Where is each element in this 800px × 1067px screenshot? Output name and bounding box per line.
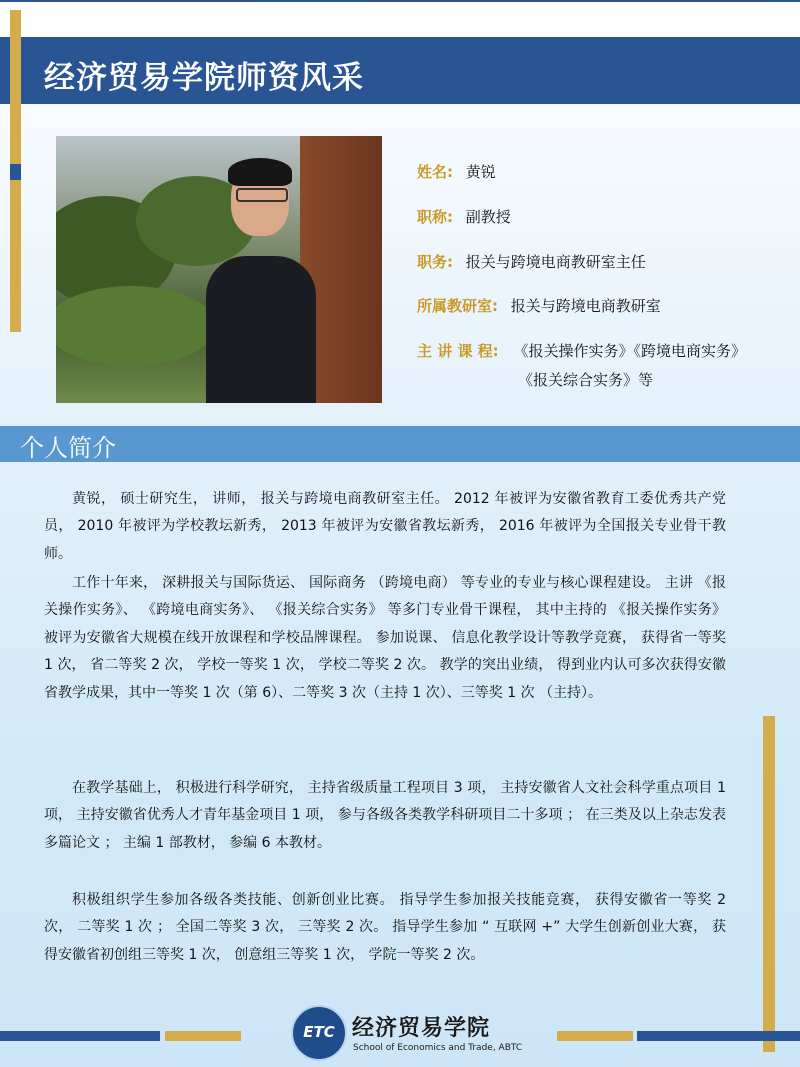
info-title xyxy=(417,206,511,227)
decor-square-left xyxy=(10,164,21,180)
courses-line1: 《报关操作实务》《跨境电商实务》 xyxy=(513,342,746,360)
name-label: 姓名: xyxy=(417,163,453,181)
bio-paragraph-1: 黄锐， 硕士研究生， 讲师， 报关与跨境电商教研室主任。 2012 年被评为安徽省教育工委优秀共产党员， 2010 年被评为学校教坛新秀， 2013 年被评为安徽省教坛新秀， 2016 年被评为全国报关专业骨干教师。 xyxy=(44,491,726,562)
profile-photo xyxy=(56,136,382,403)
courses-line2: 《报关综合实务》等 xyxy=(518,371,654,389)
bio-paragraph-2: 工作十年来， 深耕报关与国际货运、 国际商务 （跨境电商） 等专业的专业与核心课程建设。 主讲 《报关操作实务》、 《跨境电商实务》、 《报关综合实务》 等多门专业骨干课程， 其中主持的 《报关操作实务》 被评为安徽省大规模在线开放课程和学校品牌课程。 参加说课、 信息化教学设计等教学竞赛， 获得省一等奖 1 次， 省二等奖 2 次， 学校一等奖 1 次， 学校二等奖 2 次。 教学的突出业绩， 得到业内认可多次获得安徽省教学成果，其中一等奖 1 次（第 6）、二等奖 3 次（主持 1 次）、三等奖 1 次 （主持）。 xyxy=(44,575,726,701)
name-value: 黄锐 xyxy=(465,163,496,181)
footer-line-gold-left xyxy=(165,1031,241,1041)
footer-org-cn: 经济贸易学院 xyxy=(352,1016,491,1041)
title-value: 副教授 xyxy=(465,208,511,226)
footer-line-navy-right xyxy=(637,1031,800,1041)
school-logo xyxy=(291,1005,347,1061)
position-label: 职务: xyxy=(417,253,453,271)
page-title: 经济贸易学院师资风采 xyxy=(44,60,364,96)
courses-label: 主 讲 课 程: xyxy=(417,342,499,360)
footer-org-en: School of Economics and Trade, ABTC xyxy=(353,1043,523,1053)
footer-line-gold-right xyxy=(557,1031,633,1041)
info-courses xyxy=(417,340,746,361)
top-rule xyxy=(0,0,800,2)
info-name xyxy=(417,161,496,182)
info-position xyxy=(417,251,646,272)
bio-paragraph-3: 在教学基础上， 积极进行科学研究， 主持省级质量工程项目 3 项， 主持安徽省人文社会科学重点项目 1 项， 主持安徽省优秀人才青年基金项目 1 项， 参与各级各类教学科研项目二十多项 ； 在三类及以上杂志发表多篇论文 ； 主编 1 部教材， 参编 6 本教材。 xyxy=(44,780,726,851)
dept-label: 所属教研室: xyxy=(417,297,498,315)
dept-value: 报关与跨境电商教研室 xyxy=(510,297,661,315)
bio-paragraph-4: 积极组织学生参加各级各类技能、创新创业比赛。 指导学生参加报关技能竞赛， 获得安徽省一等奖 2 次， 二等奖 1 次 ； 全国二等奖 3 次， 三等奖 2 次。 指导学生参加 “ 互联网 +” 大学生创新创业大赛， 获得安徽省初创组三等奖 1 次， 创意组三等奖 1 次， 学院一等奖 2 次。 xyxy=(44,892,726,963)
section-bar xyxy=(0,426,800,462)
decor-bar-right xyxy=(763,716,775,1052)
section-title: 个人简介 xyxy=(20,434,116,462)
info-dept xyxy=(417,295,661,316)
title-label: 职称: xyxy=(417,208,453,226)
logo-text: ETC xyxy=(303,1023,335,1041)
footer-line-navy-left xyxy=(0,1031,160,1041)
position-value: 报关与跨境电商教研室主任 xyxy=(465,253,646,271)
